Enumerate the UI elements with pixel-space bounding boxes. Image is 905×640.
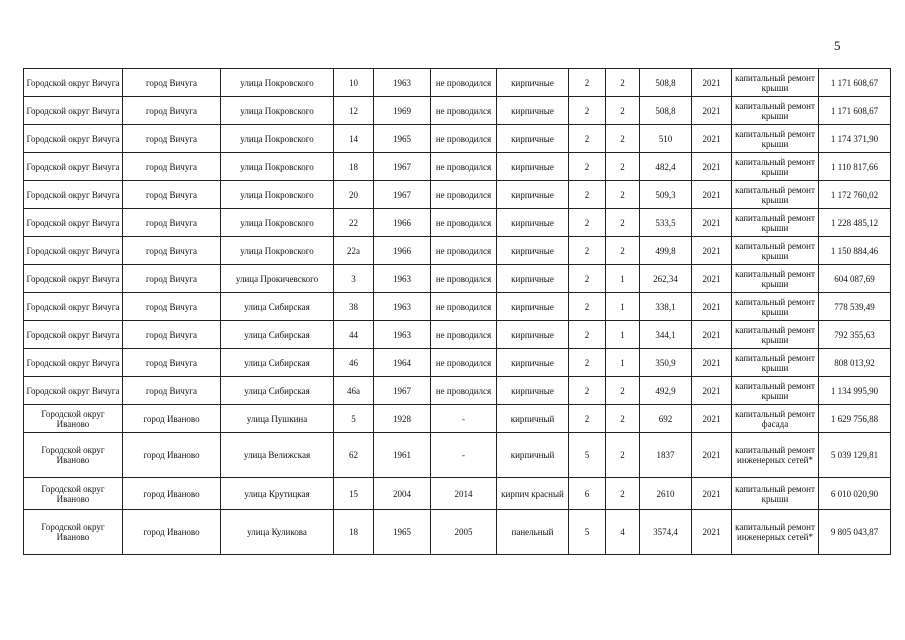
- street-cell: улица Сибирская: [221, 321, 334, 349]
- last-overhaul-cell: 2014: [431, 478, 497, 510]
- work-type-cell: капитальный ремонт крыши: [732, 237, 819, 265]
- city-cell: город Вичуга: [123, 265, 221, 293]
- street-cell: улица Сибирская: [221, 293, 334, 321]
- street-cell: улица Куликова: [221, 510, 334, 555]
- floors-cell: 2: [569, 405, 606, 433]
- district-cell: Городской округ Вичуга: [24, 377, 123, 405]
- house-number-cell: 44: [334, 321, 374, 349]
- wall-material-cell: кирпичные: [497, 349, 569, 377]
- house-number-cell: 20: [334, 181, 374, 209]
- street-cell: улица Покровского: [221, 69, 334, 97]
- house-number-cell: 3: [334, 265, 374, 293]
- city-cell: город Иваново: [123, 405, 221, 433]
- district-cell: Городской округ Вичуга: [24, 237, 123, 265]
- year-built-cell: 1961: [374, 433, 431, 478]
- work-type-cell: капитальный ремонт крыши: [732, 181, 819, 209]
- last-overhaul-cell: -: [431, 405, 497, 433]
- entrances-cell: 2: [606, 125, 640, 153]
- cost-cell: 778 539,49: [819, 293, 891, 321]
- cost-cell: 1 629 756,88: [819, 405, 891, 433]
- work-type-cell: капитальный ремонт крыши: [732, 69, 819, 97]
- street-cell: улица Покровского: [221, 181, 334, 209]
- house-number-cell: 46а: [334, 377, 374, 405]
- last-overhaul-cell: не проводился: [431, 265, 497, 293]
- area-cell: 533,5: [640, 209, 692, 237]
- district-cell: Городской округ Вичуга: [24, 97, 123, 125]
- wall-material-cell: кирпичные: [497, 125, 569, 153]
- cost-cell: 792 355,63: [819, 321, 891, 349]
- cost-cell: 6 010 020,90: [819, 478, 891, 510]
- floors-cell: 2: [569, 69, 606, 97]
- entrances-cell: 1: [606, 349, 640, 377]
- house-number-cell: 12: [334, 97, 374, 125]
- wall-material-cell: кирпичные: [497, 181, 569, 209]
- table-row: [24, 321, 891, 349]
- wall-material-cell: кирпичные: [497, 265, 569, 293]
- work-type-cell: капитальный ремонт инженерных сетей*: [732, 510, 819, 555]
- floors-cell: 2: [569, 265, 606, 293]
- floors-cell: 2: [569, 349, 606, 377]
- area-cell: 509,3: [640, 181, 692, 209]
- work-type-cell: капитальный ремонт фасада: [732, 405, 819, 433]
- house-number-cell: 22: [334, 209, 374, 237]
- entrances-cell: 2: [606, 433, 640, 478]
- work-type-cell: капитальный ремонт крыши: [732, 265, 819, 293]
- house-number-cell: 46: [334, 349, 374, 377]
- repair-year-cell: 2021: [692, 125, 732, 153]
- area-cell: 510: [640, 125, 692, 153]
- street-cell: улица Покровского: [221, 237, 334, 265]
- repair-year-cell: 2021: [692, 293, 732, 321]
- work-type-cell: капитальный ремонт крыши: [732, 97, 819, 125]
- city-cell: город Вичуга: [123, 209, 221, 237]
- wall-material-cell: кирпичные: [497, 237, 569, 265]
- floors-cell: 2: [569, 237, 606, 265]
- area-cell: 508,8: [640, 69, 692, 97]
- wall-material-cell: кирпич красный: [497, 478, 569, 510]
- area-cell: 3574,4: [640, 510, 692, 555]
- floors-cell: 2: [569, 181, 606, 209]
- wall-material-cell: кирпичные: [497, 377, 569, 405]
- floors-cell: 2: [569, 97, 606, 125]
- entrances-cell: 2: [606, 405, 640, 433]
- table-row: [24, 153, 891, 181]
- year-built-cell: 1963: [374, 69, 431, 97]
- repair-year-cell: 2021: [692, 321, 732, 349]
- repair-year-cell: 2021: [692, 510, 732, 555]
- area-cell: 1837: [640, 433, 692, 478]
- page-number: 5: [834, 38, 841, 53]
- entrances-cell: 1: [606, 293, 640, 321]
- table-row: [24, 510, 891, 555]
- wall-material-cell: кирпичные: [497, 69, 569, 97]
- house-number-cell: 14: [334, 125, 374, 153]
- city-cell: город Вичуга: [123, 69, 221, 97]
- entrances-cell: 1: [606, 265, 640, 293]
- district-cell: Городской округ Вичуга: [24, 69, 123, 97]
- house-number-cell: 18: [334, 153, 374, 181]
- district-cell: Городской округ Вичуга: [24, 293, 123, 321]
- floors-cell: 6: [569, 478, 606, 510]
- table-row: [24, 209, 891, 237]
- area-cell: 338,1: [640, 293, 692, 321]
- work-type-cell: капитальный ремонт крыши: [732, 293, 819, 321]
- house-number-cell: 38: [334, 293, 374, 321]
- wall-material-cell: кирпичные: [497, 153, 569, 181]
- last-overhaul-cell: 2005: [431, 510, 497, 555]
- year-built-cell: 1966: [374, 209, 431, 237]
- last-overhaul-cell: не проводился: [431, 209, 497, 237]
- floors-cell: 2: [569, 153, 606, 181]
- table-row: [24, 433, 891, 478]
- repair-year-cell: 2021: [692, 181, 732, 209]
- year-built-cell: 1964: [374, 349, 431, 377]
- repair-year-cell: 2021: [692, 153, 732, 181]
- table-row: [24, 125, 891, 153]
- district-cell: Городской округ Вичуга: [24, 153, 123, 181]
- floors-cell: 5: [569, 510, 606, 555]
- year-built-cell: 1966: [374, 237, 431, 265]
- house-number-cell: 22а: [334, 237, 374, 265]
- house-number-cell: 15: [334, 478, 374, 510]
- street-cell: улица Крутицкая: [221, 478, 334, 510]
- last-overhaul-cell: -: [431, 433, 497, 478]
- repair-year-cell: 2021: [692, 478, 732, 510]
- year-built-cell: 1967: [374, 181, 431, 209]
- entrances-cell: 2: [606, 153, 640, 181]
- city-cell: город Вичуга: [123, 293, 221, 321]
- last-overhaul-cell: не проводился: [431, 153, 497, 181]
- floors-cell: 2: [569, 321, 606, 349]
- area-cell: 692: [640, 405, 692, 433]
- floors-cell: 5: [569, 433, 606, 478]
- work-type-cell: капитальный ремонт крыши: [732, 125, 819, 153]
- cost-cell: 1 172 760,02: [819, 181, 891, 209]
- table-row: [24, 265, 891, 293]
- area-cell: 2610: [640, 478, 692, 510]
- house-number-cell: 10: [334, 69, 374, 97]
- area-cell: 499,8: [640, 237, 692, 265]
- city-cell: город Вичуга: [123, 97, 221, 125]
- district-cell: Городской округ Вичуга: [24, 181, 123, 209]
- house-number-cell: 18: [334, 510, 374, 555]
- entrances-cell: 2: [606, 69, 640, 97]
- work-type-cell: капитальный ремонт крыши: [732, 153, 819, 181]
- street-cell: улица Покровского: [221, 153, 334, 181]
- year-built-cell: 1965: [374, 510, 431, 555]
- house-number-cell: 5: [334, 405, 374, 433]
- year-built-cell: 1967: [374, 377, 431, 405]
- area-cell: 344,1: [640, 321, 692, 349]
- table-row: [24, 237, 891, 265]
- housing-repair-table: [23, 68, 891, 555]
- year-built-cell: 1965: [374, 125, 431, 153]
- cost-cell: 1 150 884,46: [819, 237, 891, 265]
- last-overhaul-cell: не проводился: [431, 321, 497, 349]
- entrances-cell: 2: [606, 377, 640, 405]
- area-cell: 350,9: [640, 349, 692, 377]
- work-type-cell: капитальный ремонт инженерных сетей*: [732, 433, 819, 478]
- entrances-cell: 2: [606, 97, 640, 125]
- city-cell: город Вичуга: [123, 321, 221, 349]
- last-overhaul-cell: не проводился: [431, 293, 497, 321]
- last-overhaul-cell: не проводился: [431, 349, 497, 377]
- district-cell: Городской округ Вичуга: [24, 321, 123, 349]
- repair-year-cell: 2021: [692, 349, 732, 377]
- street-cell: улица Велижская: [221, 433, 334, 478]
- work-type-cell: капитальный ремонт крыши: [732, 349, 819, 377]
- repair-year-cell: 2021: [692, 209, 732, 237]
- table-row: [24, 478, 891, 510]
- entrances-cell: 4: [606, 510, 640, 555]
- cost-cell: 604 087,69: [819, 265, 891, 293]
- year-built-cell: 1963: [374, 321, 431, 349]
- entrances-cell: 2: [606, 237, 640, 265]
- table-row: [24, 293, 891, 321]
- city-cell: город Вичуга: [123, 237, 221, 265]
- district-cell: Городской округ Вичуга: [24, 125, 123, 153]
- district-cell: Городской округ Вичуга: [24, 349, 123, 377]
- cost-cell: 5 039 129,81: [819, 433, 891, 478]
- city-cell: город Иваново: [123, 510, 221, 555]
- cost-cell: 1 110 817,66: [819, 153, 891, 181]
- city-cell: город Вичуга: [123, 181, 221, 209]
- table-row: [24, 405, 891, 433]
- last-overhaul-cell: не проводился: [431, 377, 497, 405]
- cost-cell: 1 171 608,67: [819, 97, 891, 125]
- repair-year-cell: 2021: [692, 377, 732, 405]
- cost-cell: 9 805 043,87: [819, 510, 891, 555]
- street-cell: улица Прокичевского: [221, 265, 334, 293]
- table-row: [24, 349, 891, 377]
- street-cell: улица Пушкина: [221, 405, 334, 433]
- entrances-cell: 2: [606, 181, 640, 209]
- street-cell: улица Покровского: [221, 125, 334, 153]
- repair-year-cell: 2021: [692, 69, 732, 97]
- last-overhaul-cell: не проводился: [431, 97, 497, 125]
- wall-material-cell: кирпичный: [497, 405, 569, 433]
- floors-cell: 2: [569, 125, 606, 153]
- year-built-cell: 1969: [374, 97, 431, 125]
- work-type-cell: капитальный ремонт крыши: [732, 209, 819, 237]
- cost-cell: 1 228 485,12: [819, 209, 891, 237]
- city-cell: город Иваново: [123, 478, 221, 510]
- floors-cell: 2: [569, 209, 606, 237]
- district-cell: Городской округ Иваново: [24, 478, 123, 510]
- street-cell: улица Сибирская: [221, 349, 334, 377]
- district-cell: Городской округ Иваново: [24, 433, 123, 478]
- repair-year-cell: 2021: [692, 97, 732, 125]
- year-built-cell: 2004: [374, 478, 431, 510]
- entrances-cell: 2: [606, 478, 640, 510]
- wall-material-cell: кирпичные: [497, 97, 569, 125]
- cost-cell: 1 134 995,90: [819, 377, 891, 405]
- district-cell: Городской округ Вичуга: [24, 209, 123, 237]
- wall-material-cell: кирпичный: [497, 433, 569, 478]
- district-cell: Городской округ Иваново: [24, 405, 123, 433]
- last-overhaul-cell: не проводился: [431, 181, 497, 209]
- street-cell: улица Покровского: [221, 209, 334, 237]
- area-cell: 262,34: [640, 265, 692, 293]
- repair-year-cell: 2021: [692, 405, 732, 433]
- last-overhaul-cell: не проводился: [431, 69, 497, 97]
- repair-year-cell: 2021: [692, 237, 732, 265]
- wall-material-cell: кирпичные: [497, 293, 569, 321]
- entrances-cell: 2: [606, 209, 640, 237]
- year-built-cell: 1963: [374, 265, 431, 293]
- wall-material-cell: кирпичные: [497, 209, 569, 237]
- table-row: [24, 377, 891, 405]
- city-cell: город Вичуга: [123, 349, 221, 377]
- city-cell: город Вичуга: [123, 153, 221, 181]
- house-number-cell: 62: [334, 433, 374, 478]
- cost-cell: 1 171 608,67: [819, 69, 891, 97]
- last-overhaul-cell: не проводился: [431, 237, 497, 265]
- entrances-cell: 1: [606, 321, 640, 349]
- work-type-cell: капитальный ремонт крыши: [732, 321, 819, 349]
- district-cell: Городской округ Вичуга: [24, 265, 123, 293]
- table-row: [24, 69, 891, 97]
- cost-cell: 808 013,92: [819, 349, 891, 377]
- year-built-cell: 1967: [374, 153, 431, 181]
- city-cell: город Вичуга: [123, 377, 221, 405]
- street-cell: улица Покровского: [221, 97, 334, 125]
- floors-cell: 2: [569, 293, 606, 321]
- last-overhaul-cell: не проводился: [431, 125, 497, 153]
- year-built-cell: 1928: [374, 405, 431, 433]
- repair-year-cell: 2021: [692, 265, 732, 293]
- year-built-cell: 1963: [374, 293, 431, 321]
- district-cell: Городской округ Иваново: [24, 510, 123, 555]
- floors-cell: 2: [569, 377, 606, 405]
- wall-material-cell: кирпичные: [497, 321, 569, 349]
- repair-year-cell: 2021: [692, 433, 732, 478]
- wall-material-cell: панельный: [497, 510, 569, 555]
- work-type-cell: капитальный ремонт крыши: [732, 377, 819, 405]
- table-row: [24, 97, 891, 125]
- area-cell: 482,4: [640, 153, 692, 181]
- area-cell: 492,9: [640, 377, 692, 405]
- city-cell: город Иваново: [123, 433, 221, 478]
- area-cell: 508,8: [640, 97, 692, 125]
- work-type-cell: капитальный ремонт крыши: [732, 478, 819, 510]
- table-row: [24, 181, 891, 209]
- street-cell: улица Сибирская: [221, 377, 334, 405]
- city-cell: город Вичуга: [123, 125, 221, 153]
- cost-cell: 1 174 371,90: [819, 125, 891, 153]
